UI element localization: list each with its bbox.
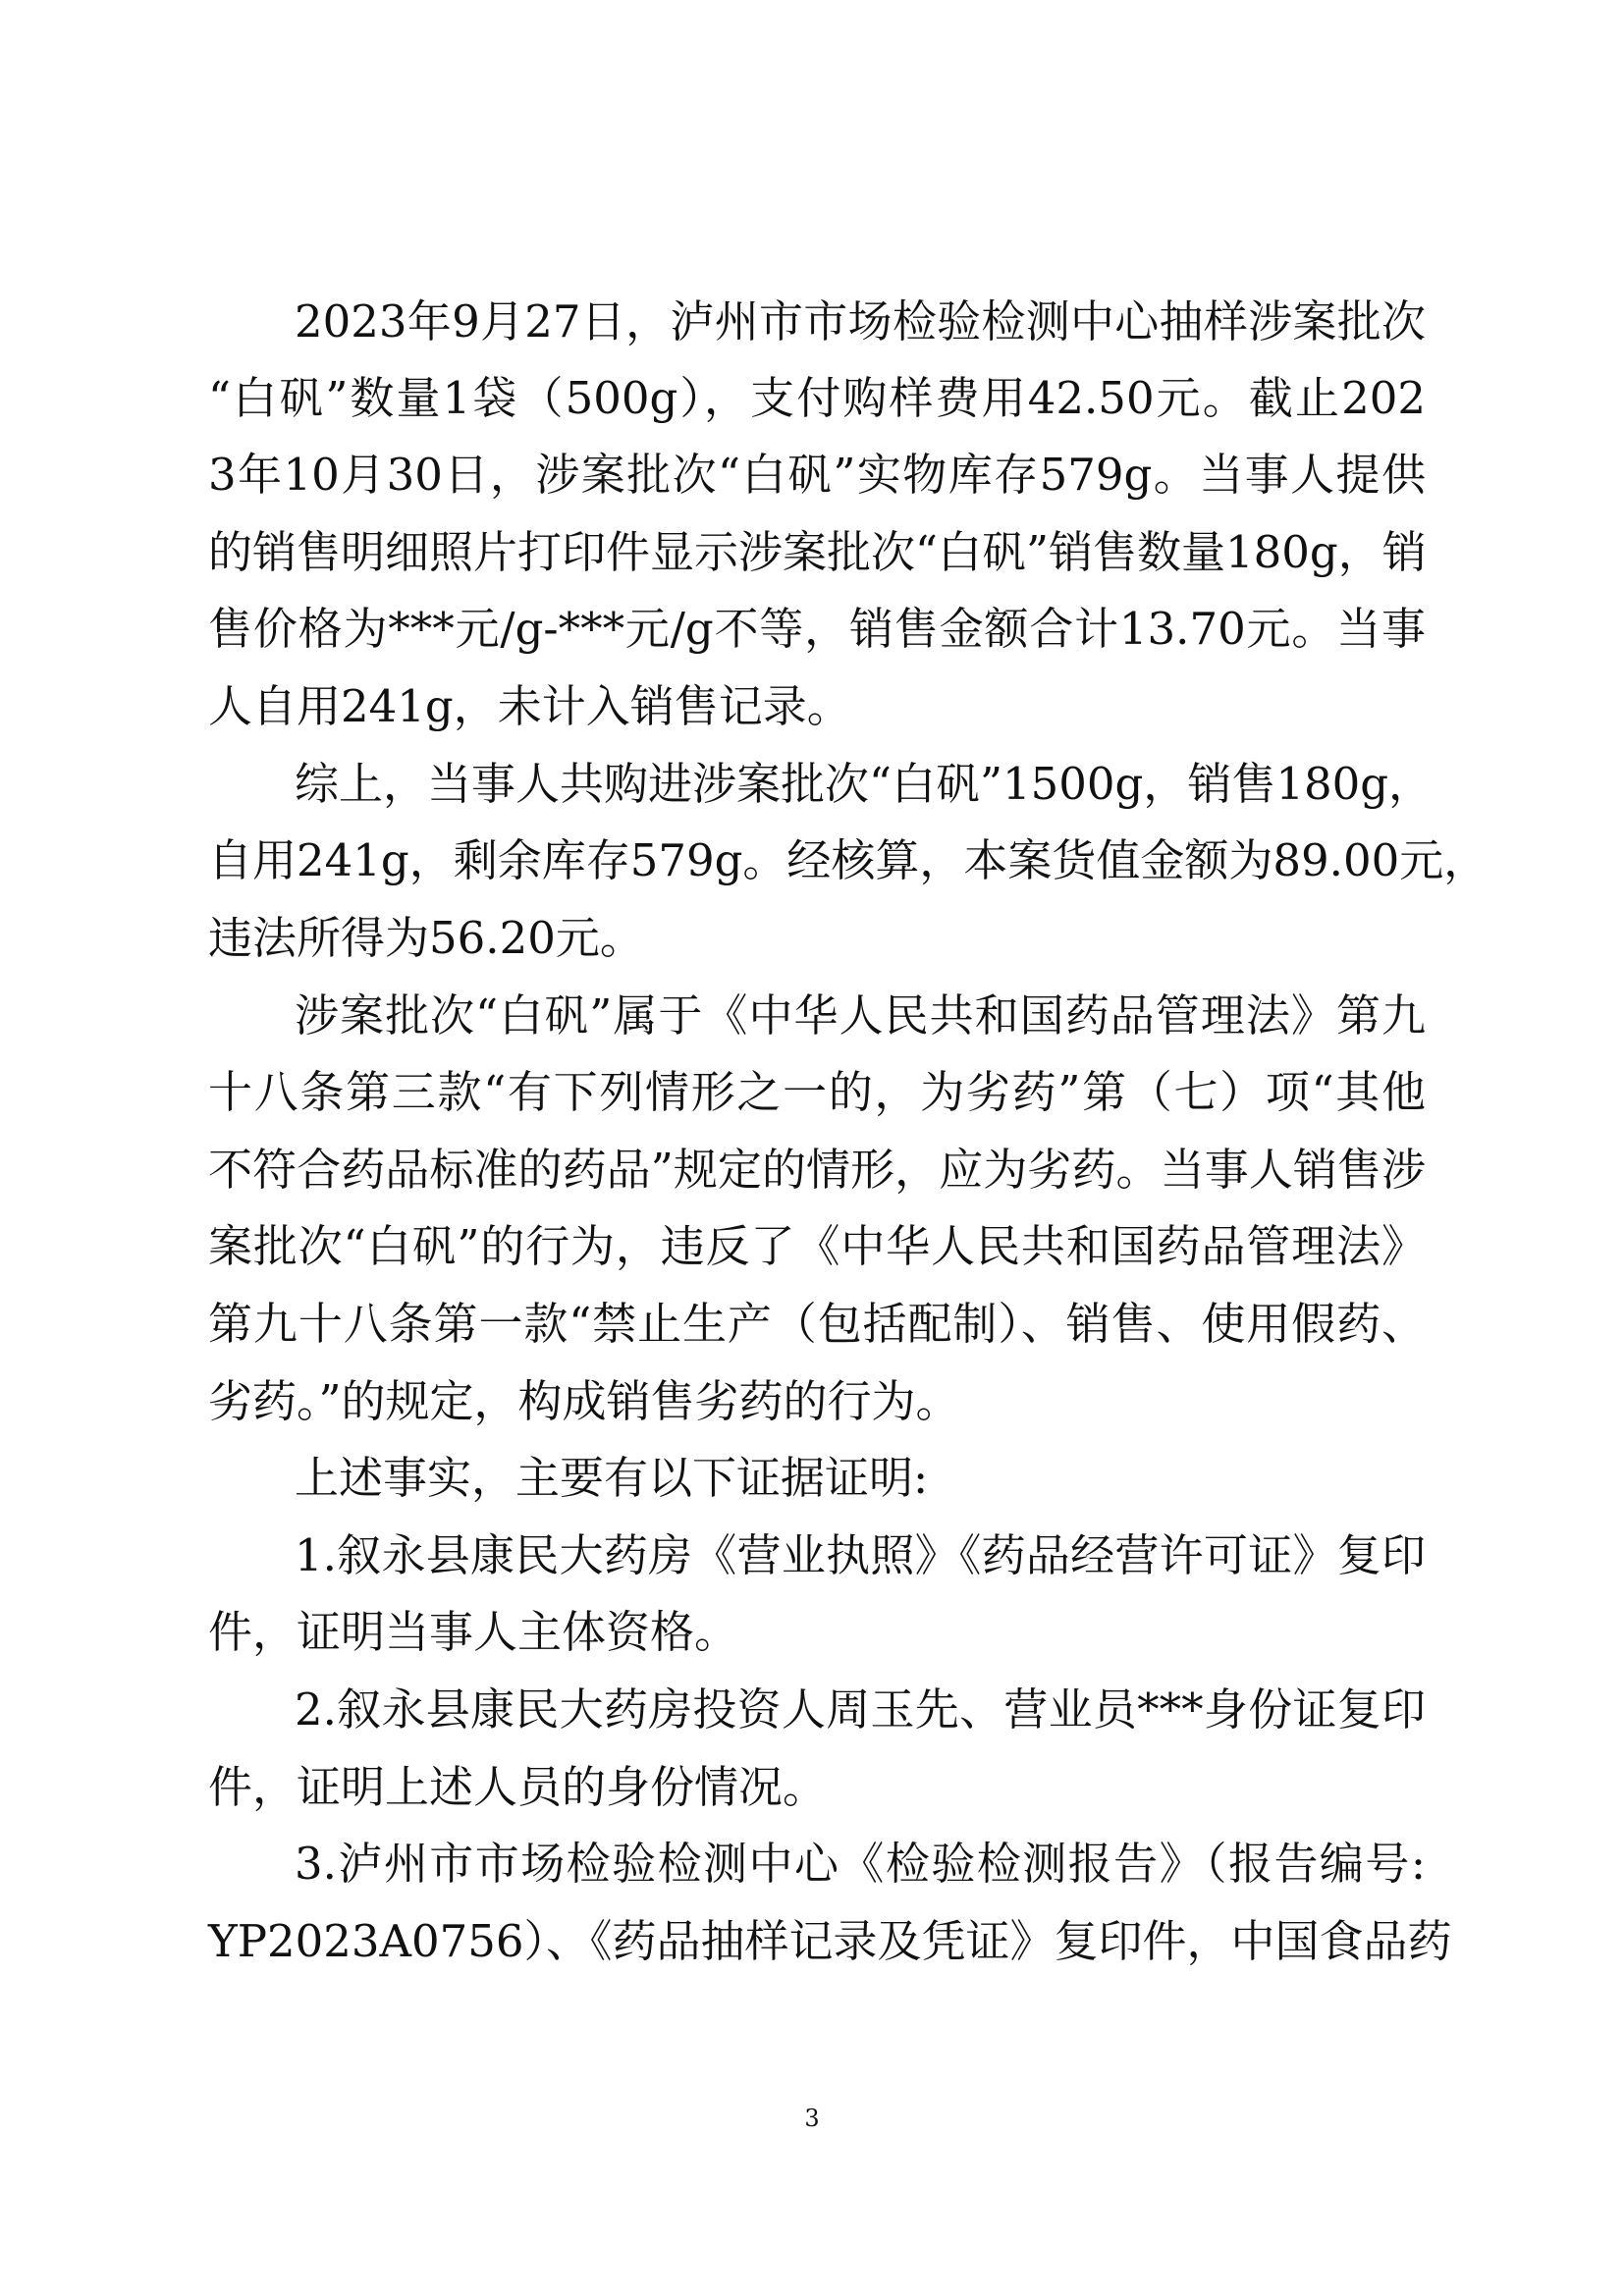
text-line: 违法所得为56.20元。 [208,912,644,964]
text-line: 第九十八条第一款“禁止生产（包括配制）、销售、使用假药、 [208,1298,1426,1350]
text-line: 件，证明上述人员的身份情况。 [208,1761,828,1813]
text-line: 综上，当事人共购进涉案批次“白矾”1500g，销售180g， [295,758,1434,810]
text-line: 不符合药品标准的药品”规定的情形，应为劣药。当事人销售涉 [208,1144,1426,1196]
text-line: 自用241g，剩余库存579g。经核算，本案货值金额为89.00元， [208,834,1489,886]
text-line: 劣药。”的规定，构成销售劣药的行为。 [208,1375,960,1427]
text-line: 2023年9月27日，泸州市市场检验检测中心抽样涉案批次 [295,295,1426,347]
page-number: 3 [804,2105,820,2132]
text-line: 涉案批次“白矾”属于《中华人民共和国药品管理法》第九 [295,989,1426,1041]
text-line: YP2023A0756）、《药品抽样记录及凭证》复印件，中国食品药 [208,1915,1452,1967]
text-line: 上述事实，主要有以下证据证明: [295,1452,929,1504]
text-line: 2.叙永县康民大药房投资人周玉先、营业员***身份证复印 [295,1683,1426,1735]
text-line: 3年10月30日，涉案批次“白矾”实物库存579g。当事人提供 [208,449,1426,501]
text-line: 件，证明当事人主体资格。 [208,1606,739,1658]
text-line: 十八条第三款“有下列情形之一的，为劣药”第（七）项“其他 [208,1066,1426,1118]
text-line: 3.泸州市市场检验检测中心《检验检测报告》（报告编号: [295,1838,1426,1890]
text-line: 售价格为***元/g-***元/g不等，销售金额合计13.70元。当事 [208,603,1426,655]
text-line: “白矾”数量1袋（500g），支付购样费用42.50元。截止202 [208,372,1426,424]
text-line: 的销售明细照片打印件显示涉案批次“白矾”销售数量180g，销 [208,526,1427,578]
text-line: 案批次“白矾”的行为，违反了《中华人民共和国药品管理法》 [208,1220,1426,1272]
text-line: 1.叙永县康民大药房《营业执照》《药品经营许可证》复印 [295,1529,1426,1581]
text-line: 人自用241g，未计入销售记录。 [208,680,851,732]
